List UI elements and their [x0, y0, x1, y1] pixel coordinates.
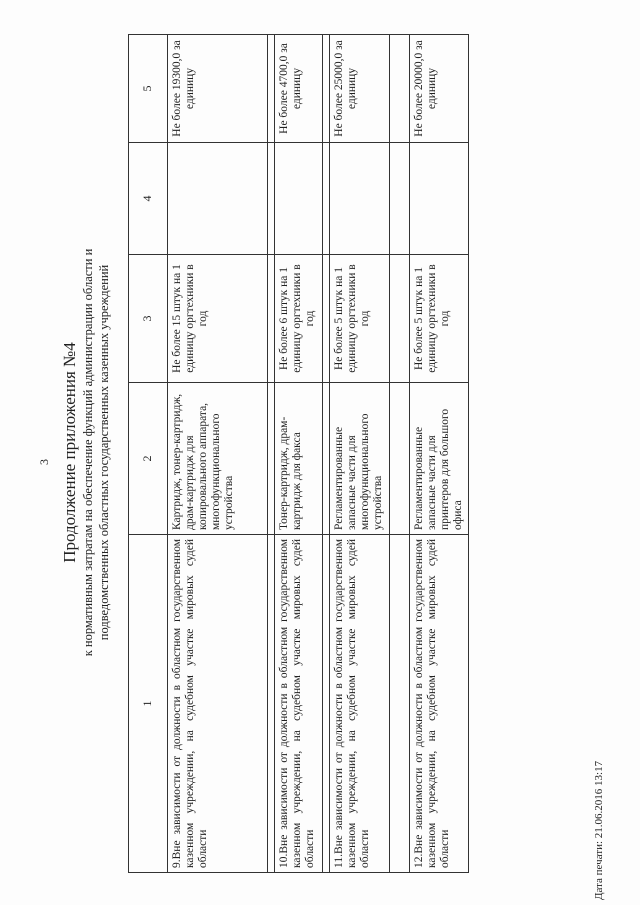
header-cell: 5: [129, 35, 168, 143]
norms-table: [128, 34, 469, 873]
quantity-cell: Не более 5 штук на 1 единицу оргтехники в год: [330, 255, 390, 383]
position-cell: 11.Вне зависимости от должности в областном государственном казенном учреждении, на судебном участке мировых судей области: [330, 535, 390, 873]
subtitle-line-2: подведомственных областных государственных казенных учреждений: [97, 264, 111, 641]
subtitle-line-1: к нормативным затратам на обеспечение функций администрации области и: [81, 248, 95, 657]
item-cell: Регламентированные запасные части для принтеров для большого офиса: [410, 383, 469, 535]
print-date: Дата печати: 21.06.2016 13:17: [593, 760, 605, 900]
position-cell: 9.Вне зависимости от должности в областном государственном казенном учреждении, на судебном участке мировых судей области: [168, 535, 268, 873]
empty-cell: [410, 143, 469, 255]
row-gap: [268, 35, 275, 873]
table-row: [275, 35, 323, 873]
item-cell: Картридж, тонер-картридж, драм-картридж для копировального аппарата, многофункционального устройства: [168, 383, 268, 535]
header-cell: 4: [129, 143, 168, 255]
position-cell: 12.Вне зависимости от должности в областном государственном казенном учреждении, на судебном участке мировых судей области: [410, 535, 469, 873]
price-cell: Не более 19300,0 за единицу: [168, 35, 268, 143]
table-row: [168, 35, 268, 873]
header-cell: 3: [129, 255, 168, 383]
price-cell: Не более 4700,0 за единицу: [275, 35, 323, 143]
table-row: [330, 35, 390, 873]
price-cell: Не более 20000,0 за единицу: [410, 35, 469, 143]
page-number: 3: [37, 459, 51, 465]
header-cell: 1: [129, 535, 168, 873]
row-gap: [323, 35, 330, 873]
table-header-row: [129, 35, 168, 873]
empty-cell: [330, 143, 390, 255]
table-row: [410, 35, 469, 873]
item-cell: Тонер-картридж, драм-картридж для факса: [275, 383, 323, 535]
empty-cell: [275, 143, 323, 255]
row-gap: [390, 35, 410, 873]
item-cell: Регламентированные запасные части для многофункционального устройства: [330, 383, 390, 535]
header-cell: 2: [129, 383, 168, 535]
quantity-cell: Не более 6 штук на 1 единицу оргтехники в год: [275, 255, 323, 383]
quantity-cell: Не более 15 штук на 1 единицу оргтехники в год: [168, 255, 268, 383]
page-title: Продолжение приложения №4: [60, 342, 79, 563]
quantity-cell: Не более 5 штук на 1 единицу оргтехники в год: [410, 255, 469, 383]
empty-cell: [168, 143, 268, 255]
price-cell: Не более 25000,0 за единицу: [330, 35, 390, 143]
position-cell: 10.Вне зависимости от должности в областном государственном казенном учреждении, на судебном участке мировых судей области: [275, 535, 323, 873]
